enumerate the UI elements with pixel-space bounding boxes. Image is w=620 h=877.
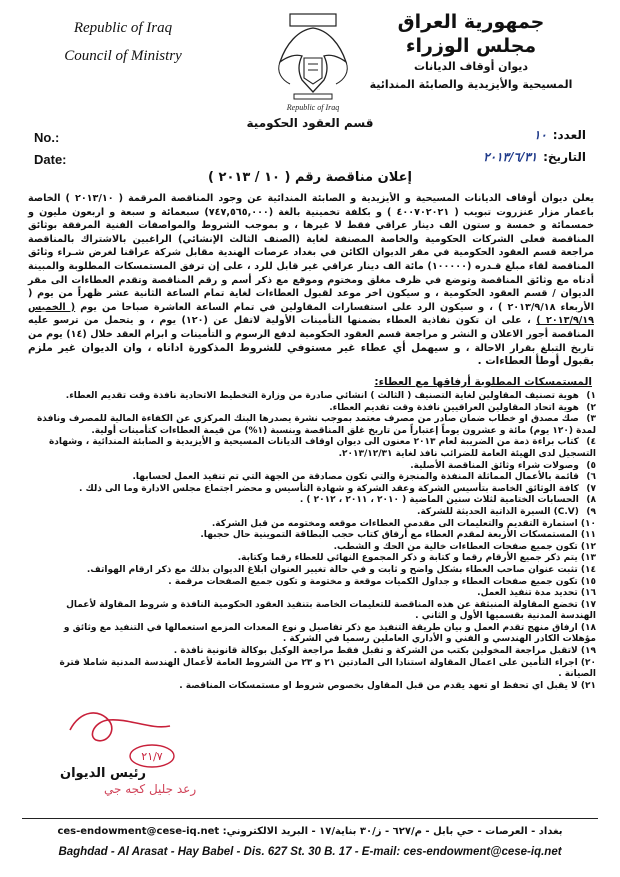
requirement-text: تكون جميع صفحات العطاءات خالية من الحك و الشطب. [333, 541, 578, 552]
requirement-number: ٤) [586, 437, 596, 448]
requirement-text: وصولات شراء وثائق المناقصة الأصلية. [410, 460, 579, 471]
requirement-number: ٦) [586, 472, 596, 483]
requirement-text: ارفاق منهج تقدم العمل و بيان طريقة التنفيذ مع ذكر تفاصيل و نوع المعدات المزمع استعمالها في التنفيذ مع وثائق و مؤهلات الكادر الهندسي و الفني و الأداري العاملين رسميا في الشركة . [63, 622, 596, 645]
requirement-item [30, 472, 596, 484]
footer-address-en: Baghdad - Al Arasat - Hay Babel - Dis. 627 St. 30 B. 17 - E-mail: ces-endowment@cese-iq.net [58, 846, 562, 858]
requirement-item [30, 542, 596, 554]
requirement-number: ٣) [586, 414, 596, 425]
requirement-item [30, 437, 596, 460]
handwritten-signature-icon [60, 700, 180, 770]
body-paragraph-1: يعلن ديوان أوقاف الديانات المسيحية و الأيزيدية و الصابئة المندائية عن وجود المناقصة المرقمة ( ٢٠١٣/١٠ ) الخاصة باعمار مزار عنزروت تبويب ( ٤٠٠٧٠٢٠٢١ ) و بكلفة تخمينية بالغة (٧٤٧,٥٦٥,٠٠٠) سبعمائة و سبعة و اربعون مليون و خمسمائة و خمسة و ستون الف دينار عراقي فقط لا غيرها ، و بموجب الشروط والمواصفات الفنية المرفقة بوثائق المناقصة فعلى الشركات الحكومية والخاصة المصنفة لغاية (الصنف الثالث الإنشائي) الراغبين بالاشتراك بالمناقصة مراجعة قسم العقود الحكومية في مقر الديوان الكائن في بغداد عرصات الهندية مقابل شركة عراقنا لغرض شـراء وثائق المناقصة لقاء مبلغ قـدره (١٠٠٠٠٠) مائة الف دينار عراقي غير قابل للرد ، على إن ترفق المستمسكات المطلوبة والمبينة أدناه مع وثائق المناقصة وتوضع في ظرف مغلق ومختوم وموقع مع ذكر أسم و رقم المناقصة وتقدم العطاءات الى مقر الديوان / قسم العقود الحكومية ، و سيكون اخر موعد لقبول العطاءات لغاية تمام الساعة الثانية عشر ظهراً من يوم ( الأربعاء ٢٠١٣/٩/١٨ ) ، و سيكون الرد على استفسارات المقاولين في تمام الساعة العاشرة صباحا من يوم [28, 193, 594, 313]
requirement-item [30, 414, 596, 437]
requirement-number: ١٤) [580, 564, 596, 575]
requirement-item [30, 658, 596, 681]
tender-title: إعلان مناقصة رقم ( ١٠ / ٢٠١٣ ) [208, 170, 412, 185]
council-name-ar: مجلس الوزراء [405, 35, 537, 57]
handwritten-date: ٢١/٧ [141, 750, 163, 763]
country-name-en: Republic of Iraq [73, 20, 173, 36]
requirement-number: ١٠) [580, 518, 596, 529]
requirement-number: ٨) [586, 495, 596, 506]
requirement-number: ١٦) [580, 588, 596, 599]
requirement-number: ٢١) [580, 680, 596, 691]
requirement-item [30, 495, 596, 507]
requirement-item [30, 519, 596, 531]
requirement-number: ٥) [586, 460, 596, 471]
number-label-en: No.: [34, 130, 60, 145]
requirement-item [30, 577, 596, 589]
requirement-text: تخضع المقاولة المنبثقة عن هذه المناقصة للتعليمات الخاصة بتنفيذ العقود الحكومية النافذة و شروط المقاولة لأعمال الهندسة المدنية بقسميها الأول و الثاني . [66, 599, 596, 622]
requirement-text: (C.V) السيرة الذاتية الحديثة للشركة. [417, 506, 579, 517]
requirement-text: تكون جميع صفحات العطاء و جداول الكميات موقعة و مختومة و تكون جميع الصفحات مرقمة . [168, 576, 578, 587]
document-number [528, 128, 586, 142]
requirement-item [30, 646, 596, 658]
requirement-number: ٧) [586, 483, 596, 494]
signatory-title: رئيس الديوان [60, 766, 147, 781]
requirement-text: الحسابات الختامية لثلاث سنين الماضية ( ٢٠١٠ ، ٢٠١١ ، ٢٠١٢ ) . [299, 495, 579, 506]
country-name-ar: جمهورية العراق [397, 11, 545, 33]
requirement-text: استمارة التقديم والتعليمات الى مقدمي العطاءات موقعه ومختومه من قبل الشركة. [211, 518, 578, 529]
body-paragraph-2: ، على ان تكون نفاذية العطاء بضمنها التأمينات الأولية لاتقل عن (١٢٠) يوم ، و يتحمل من ترسو عليه المناقصة أجور الاعلان و النشر و مراجعة قسم العقود الحكومية لدفع الرسوم و التأمينات و ابرام العقد خلال (١٤) يوم من تاريخ التبلغ بقرار الاحالة ، [28, 315, 595, 354]
date-label-ar: التاريخ: [543, 150, 586, 164]
signatory-name-stamp: رعد جليل كجه جي [104, 782, 197, 796]
requirement-text: تثبت عنوان صاحب العطاء بشكل واضح و ثابت و في حالة تغيير العنوان ابلاغ الديوان بذلك مع ذكر ارقام الهواتف. [86, 564, 578, 575]
requirement-item [30, 461, 596, 473]
requirements-list [30, 391, 596, 692]
requirement-number: ١) [586, 391, 596, 401]
inquiry-date: ( الخميس ٢٠١٣/٩/١٩ ) [28, 301, 595, 327]
emblem-caption: Republic of Iraq [286, 103, 340, 112]
number-label-ar: العدد: [552, 128, 586, 142]
requirement-number: ١٧) [580, 599, 596, 610]
council-name-en: Council of Ministry [64, 48, 182, 64]
requirement-text: تحديد مدة تنفيذ العمل. [477, 588, 578, 599]
requirement-number: ١٣) [580, 553, 596, 564]
header-arabic [356, 10, 586, 94]
requirement-text: هوية تصنيف المقاولين لغاية التصنيف ( الثالث ) انشائي صادرة من وزارة التخطيط الاتحادية نافذة وقت تقديم العطاء. [65, 391, 579, 401]
requirement-item [30, 553, 596, 565]
tender-body [28, 192, 594, 369]
department-name: قسم العقود الحكومية [246, 116, 374, 130]
requirement-number: ١٢) [580, 541, 596, 552]
requirement-item [30, 600, 596, 623]
requirement-item [30, 530, 596, 542]
iraq-eagle-emblem-icon [268, 10, 358, 114]
requirement-text: لاتقبل مراجعة المخولين بكتب من الشركة و تقبل فقط مراجعة الوكيل بوكالة قانونية نافذة . [173, 646, 578, 657]
endowment-subtitle-ar: المسيحية والأيزيدية والصابئة المندائية [369, 78, 573, 91]
footer-address-ar: بغداد - العرصات - حي بابل - م/٦٢٧ - ز/٣٠ بناية/١٧ - البريد الالكتروني: ces-endowment@cese-iq.net [57, 826, 563, 837]
requirement-number: ٢) [586, 402, 596, 413]
requirement-item [30, 403, 596, 415]
requirement-item [30, 681, 596, 693]
requirement-text: اجراء التأمين على اعمال المقاولة استنادا الى المادتين ٢١ و ٢٣ من الشروط العامة لأعمال الهندسة المدنية شاملا فترة الصيانة . [59, 657, 596, 680]
requirement-text: صك مصدق او خطاب ضمان صادر من مصرف معتمد بموجب نشرة يصدرها البنك المركزي عن الكفاءة المالية للمصرف ونافذة لمدة (١٢٠ يوم) مائة و عشرون يوماً إعتباراً من تاريخ غلق المناقصة وبنسبة (١%) من قيمة العطاءات كتأمينات أولية. [36, 414, 596, 436]
body-paragraph-3: و سيهمل أي عطاء غير مستوفي للشروط المذكورة اداناه ، وان الديوان غير ملزم بقبول أوطأ العطاءات . [28, 341, 594, 368]
requirement-text: هوية اتحاد المقاولين العراقيين نافذة وقت تقديم العطاء. [329, 402, 579, 413]
requirement-item [30, 565, 596, 577]
requirement-text: كافة الوثائق الخاصة بتأسيس الشركة وعقد الشركة و شهادة التأسيس و محضر اجتماع مجلس الادارة وما الى ذلك . [78, 483, 579, 494]
requirement-number: ٢٠) [580, 657, 596, 668]
requirement-item [30, 507, 596, 519]
date-label-en: Date: [34, 152, 67, 167]
requirement-text: المستمسكات الأربعة لمقدم العطاء مع أرفاق كتاب حجب البطاقة التموينية حال حجبها. [200, 530, 578, 541]
requirements-title: المستمسكات المطلوبة أرفاقها مع العطاء: [374, 376, 592, 388]
requirement-text: يتم ذكر جميع الأرقام رقما و كتابة و ذكر المجموع النهائي للعطاء رقما وكتابة. [237, 553, 578, 564]
requirement-number: ١٥) [580, 576, 596, 587]
requirement-item [30, 588, 596, 600]
requirement-item [30, 484, 596, 496]
requirement-number: ١٨) [580, 622, 596, 633]
requirement-item [30, 391, 596, 403]
requirement-text: لا يقبل اي تحفظ او تعهد يقدم من قبل المقاول بخصوص شروط او مستمسكات المناقصة . [179, 680, 578, 691]
date-value: ٢٠١٣/٦/٣١ [483, 150, 538, 164]
requirement-number: ٩) [586, 506, 596, 517]
requirement-item [30, 623, 596, 646]
requirement-number: ١١) [580, 530, 596, 541]
requirement-text: كتاب براءة ذمة من الضريبة لعام ٢٠١٣ معنون الى ديوان اوقاف الديانات المسيحية و الأيزيدية و الصابئة المندائية ، وشهادة التسجيل لدى الهيئة العامة للضرائب نافذ لغاية ٢٠١٣/١٢/٣١. [48, 437, 596, 459]
header-english [38, 14, 208, 70]
footer-divider [22, 818, 598, 819]
document-date [477, 150, 586, 164]
endowment-name-ar: ديوان أوقاف الديانات [413, 60, 529, 73]
requirement-number: ١٩) [580, 646, 596, 657]
requirement-text: قائمة بالأعمال المماثلة المنفذة والمنجزة والتي تكون مصادقة من الجهة التي تم تنفيذ العمل لحسابها. [132, 472, 579, 483]
number-value: ١٠ [533, 128, 547, 142]
